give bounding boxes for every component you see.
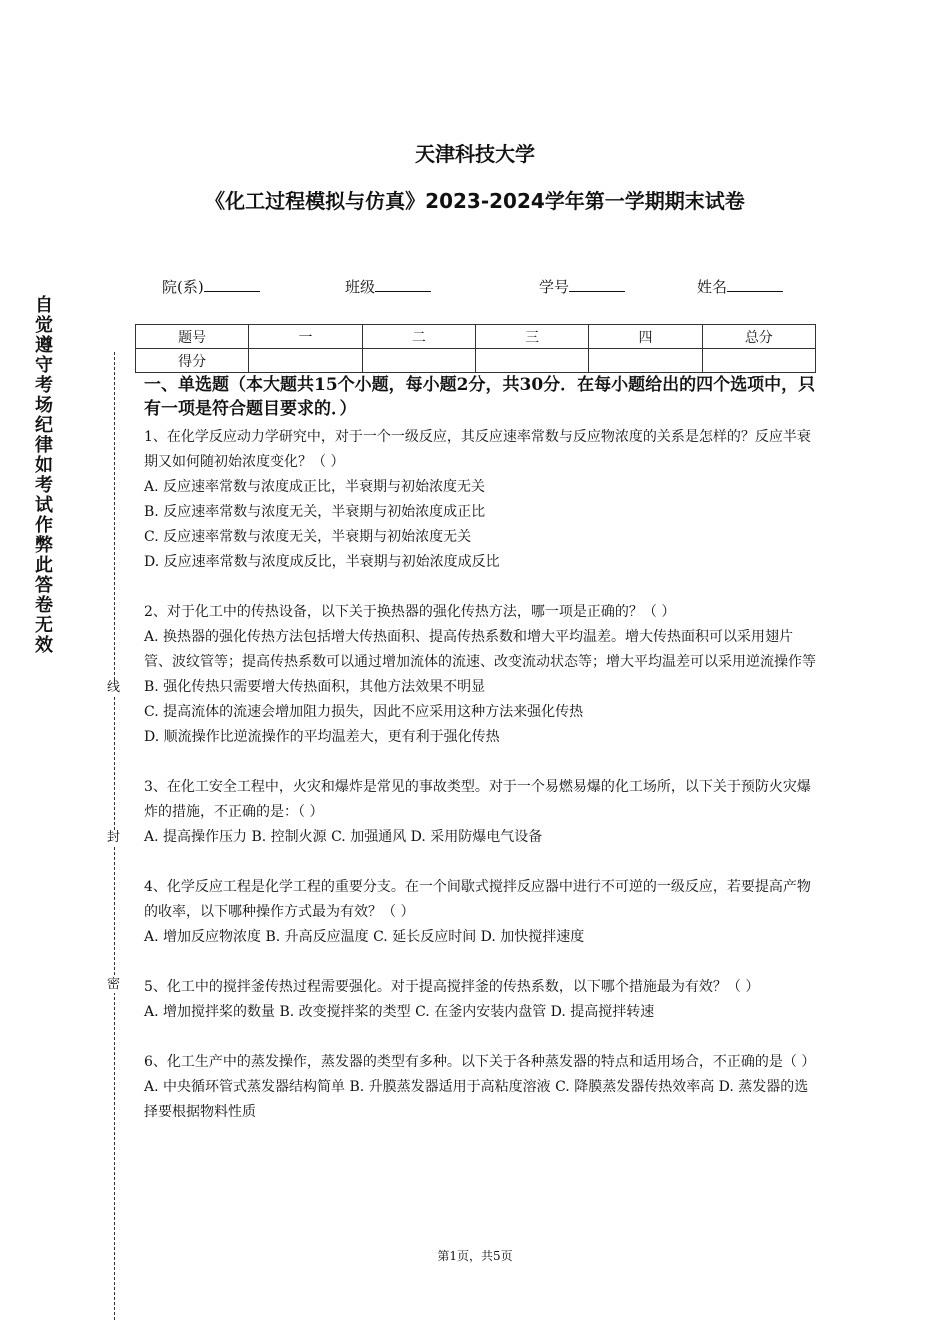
question-2 [144, 600, 816, 750]
question-gap [144, 575, 816, 600]
score-row-label: 得分 [136, 349, 249, 373]
score-header-cell: 四 [589, 325, 702, 349]
binding-line-char: 线 [107, 680, 121, 695]
side-notice: 自觉遵守考场纪律如考试作弊此答卷无效 [35, 295, 53, 656]
score-cell [362, 349, 475, 373]
question-4 [144, 875, 816, 950]
section-heading: 一、单选题（本大题共15个小题，每小题2分，共30分．在每小题给出的四个选项中，只有一项是符合题目要求的．） [144, 375, 816, 419]
score-cell [702, 349, 815, 373]
score-header-cell: 二 [362, 325, 475, 349]
score-table [135, 324, 816, 373]
question-option: D. 顺流操作比逆流操作的平均温差大，更有利于强化传热 [144, 729, 500, 745]
dept-blank [204, 277, 260, 292]
class-field [345, 276, 431, 297]
university-name: 天津科技大学 [415, 142, 535, 166]
score-cell [475, 349, 588, 373]
class-label: 班级 [345, 278, 376, 296]
score-table-score-row [136, 349, 816, 373]
score-cell [589, 349, 702, 373]
exam-title: 《化工过程模拟与仿真》2023-2024学年第一学期期末试卷 [205, 189, 745, 213]
question-option: B. 强化传热只需要增大传热面积，其他方法效果不明显 [144, 679, 486, 695]
student-id-blank [569, 277, 625, 292]
question-option: A. 提高操作压力 B. 控制火源 C. 加强通风 D. 采用防爆电气设备 [144, 829, 543, 845]
question-option: D. 反应速率常数与浓度成反比，半衰期与初始浓度成反比 [144, 554, 500, 570]
question-option: A. 增加搅拌桨的数量 B. 改变搅拌桨的类型 C. 在釜内安装内盘管 D. 提高搅拌转速 [144, 1004, 655, 1020]
question-stem: 3、在化工安全工程中，火灾和爆炸是常见的事故类型。对于一个易燃易爆的化工场所，以下关于预防火灾爆炸的措施，不正确的是：（ ） [144, 779, 811, 820]
question-option: A. 增加反应物浓度 B. 升高反应温度 C. 延长反应时间 D. 加快搅拌速度 [144, 929, 585, 945]
question-gap [144, 850, 816, 875]
page-footer: 第1页，共5页 [437, 1249, 513, 1263]
question-gap [144, 750, 816, 775]
score-header-cell: 三 [475, 325, 588, 349]
dept-field [162, 276, 260, 297]
question-option: A. 换热器的强化传热方法包括增大传热面积、提高传热系数和增大平均温差。增大传热面积可以采用翅片管、波纹管等；提高传热系数可以通过增加流体的流速、改变流动状态等；增大平均温差可以采用逆流操作等 [144, 629, 816, 670]
score-cell [249, 349, 362, 373]
question-stem: 5、化工中的搅拌釜传热过程需要强化。对于提高搅拌釜的传热系数，以下哪个措施最为有效？（ ） [144, 979, 760, 995]
question-gap [144, 950, 816, 975]
question-option: A. 中央循环管式蒸发器结构简单 B. 升膜蒸发器适用于高粘度溶液 C. 降膜蒸发器传热效率高 D. 蒸发器的选择要根据物料性质 [144, 1079, 809, 1120]
name-blank [727, 277, 783, 292]
question-gap [144, 1025, 816, 1050]
question-stem: 2、对于化工中的传热设备，以下关于换热器的强化传热方法，哪一项是正确的？（ ） [144, 604, 676, 620]
question-stem: 1、在化学反应动力学研究中，对于一个一级反应，其反应速率常数与反应物浓度的关系是怎样的？反应半衰期又如何随初始浓度变化？（ ） [144, 429, 811, 470]
score-table-header-row [136, 325, 816, 349]
student-id-field [539, 276, 625, 297]
question-option: C. 提高流体的流速会增加阻力损失，因此不应采用这种方法来强化传热 [144, 704, 584, 720]
question-5 [144, 975, 816, 1025]
name-field [697, 276, 783, 297]
question-option: C. 反应速率常数与浓度无关，半衰期与初始浓度无关 [144, 529, 472, 545]
class-blank [375, 277, 431, 292]
question-stem: 4、化学反应工程是化学工程的重要分支。在一个间歇式搅拌反应器中进行不可逆的一级反应，若要提高产物的收率，以下哪种操作方式最为有效？（ ） [144, 879, 811, 920]
dept-label: 院(系) [162, 278, 204, 296]
question-stem: 6、化工生产中的蒸发操作，蒸发器的类型有多种。以下关于各种蒸发器的特点和适用场合，不正确的是（ ） [144, 1054, 816, 1070]
name-label: 姓名 [697, 278, 728, 296]
question-1 [144, 425, 816, 575]
binding-secret-char: 密 [107, 977, 121, 992]
score-header-cell: 题号 [136, 325, 249, 349]
binding-seal-char: 封 [107, 830, 121, 845]
question-3 [144, 775, 816, 850]
question-6 [144, 1050, 816, 1125]
exam-content [144, 373, 816, 1125]
question-option: B. 反应速率常数与浓度无关，半衰期与初始浓度成正比 [144, 504, 486, 520]
question-option: A. 反应速率常数与浓度成正比，半衰期与初始浓度无关 [144, 479, 486, 495]
score-header-cell: 一 [249, 325, 362, 349]
score-header-cell: 总分 [702, 325, 815, 349]
student-info-row [162, 276, 802, 298]
student-id-label: 学号 [539, 278, 570, 296]
